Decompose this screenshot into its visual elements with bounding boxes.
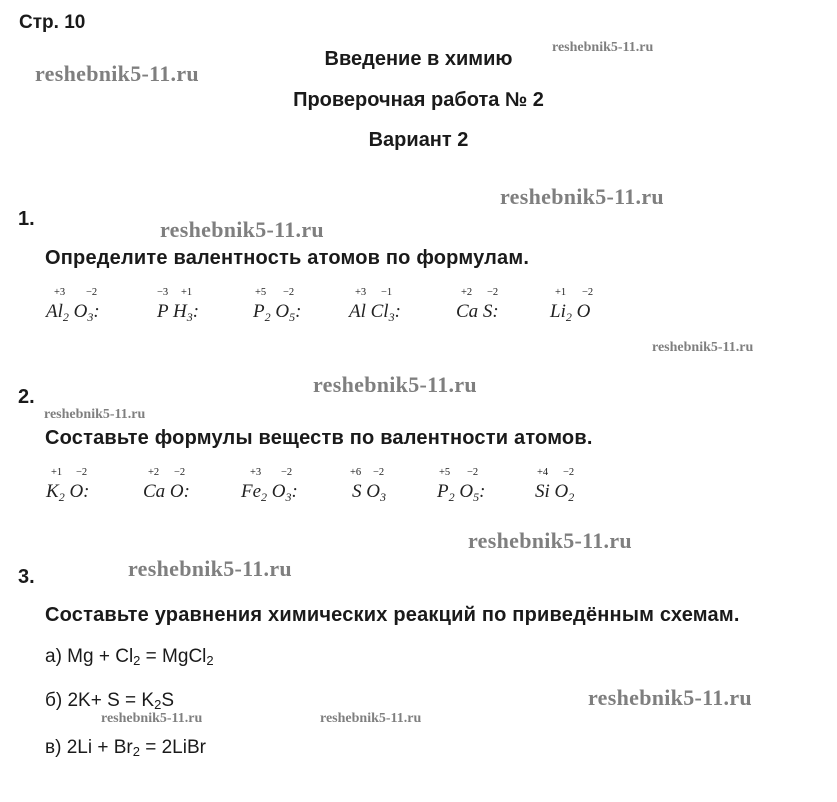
test-title: Проверочная работа № 2 (293, 89, 544, 111)
task-1-formula: +5 −2 $P_2$ $O_5$: (253, 287, 302, 324)
task-1-formula: +1 −2 $Li_2$ O (550, 287, 594, 324)
oxidation-state: −2 (283, 287, 295, 298)
task-3-number: 3. (18, 566, 35, 588)
watermark: reshebnik5-11.ru (320, 711, 422, 726)
watermark: reshebnik5-11.ru (588, 685, 752, 710)
task-1-question: Определите валентность атомов по формулам. (45, 247, 530, 269)
oxidation-state: +2 (148, 467, 160, 478)
watermark: reshebnik5-11.ru (44, 407, 146, 422)
watermark: reshebnik5-11.ru (500, 184, 664, 209)
task-2-formula: +2 −2 Ca O: (143, 467, 190, 502)
watermark: reshebnik5-11.ru (468, 528, 632, 553)
oxidation-state: +5 (255, 287, 267, 298)
task-1-formula: −3 +1 P $H_3$: (157, 287, 200, 324)
task-2-formula: +5 −2 $P_2$ $O_5$: (437, 467, 486, 504)
oxidation-state: +5 (439, 467, 451, 478)
task-2-formula: +1 −2 $K_2$ O: (46, 467, 90, 504)
oxidation-state: +1 (555, 287, 567, 298)
oxidation-state: −3 (157, 287, 169, 298)
oxidation-state: +4 (537, 467, 549, 478)
oxidation-state: −1 (381, 287, 393, 298)
oxidation-state: −2 (487, 287, 499, 298)
task-1-formula: +3 −1 Al $Cl_3$: (349, 287, 401, 324)
oxidation-state: −2 (281, 467, 293, 478)
watermark: reshebnik5-11.ru (313, 372, 477, 397)
task-2-number: 2. (18, 386, 35, 408)
page-label: Стр. 10 (19, 12, 86, 33)
equation-c: в) $2Li + Br_2$ = 2LiBr (45, 737, 206, 759)
oxidation-state: +1 (51, 467, 63, 478)
task-2-question: Составьте формулы веществ по валентности атомов. (45, 427, 593, 449)
oxidation-state: −2 (563, 467, 575, 478)
watermark: reshebnik5-11.ru (552, 40, 654, 55)
variant-title: Вариант 2 (368, 129, 469, 151)
oxidation-state: +6 (350, 467, 362, 478)
oxidation-state: −2 (582, 287, 594, 298)
task-3-question: Составьте уравнения химических реакций по приведённым схемам. (45, 604, 740, 626)
equation-b: б) $2K+ S = K_2S$ (45, 690, 175, 712)
task-2-formula: +4 −2 Si $O_2$ (535, 467, 575, 504)
oxidation-state: −2 (174, 467, 186, 478)
oxidation-state: +3 (54, 287, 66, 298)
oxidation-state: −2 (373, 467, 385, 478)
oxidation-state: +1 (181, 287, 193, 298)
task-2-formula: +3 −2 $Fe_2$ $O_3$: (241, 467, 298, 504)
oxidation-state: −2 (467, 467, 479, 478)
watermark: reshebnik5-11.ru (160, 217, 324, 242)
watermark: reshebnik5-11.ru (128, 556, 292, 581)
equation-a: а) $Mg + Cl_2$ = MgCl$_2$ (45, 646, 214, 668)
task-2-formula: +6 −2 S $O_3$ (350, 467, 386, 504)
watermark: reshebnik5-11.ru (35, 61, 199, 86)
watermark: reshebnik5-11.ru (101, 711, 203, 726)
task-1-number: 1. (18, 208, 35, 230)
task-1-formula: +3 −2 $Al_2$ $O_3$: (46, 287, 100, 324)
watermark: reshebnik5-11.ru (652, 340, 754, 355)
oxidation-state: +3 (250, 467, 262, 478)
oxidation-state: −2 (76, 467, 88, 478)
chapter-title: Введение в химию (324, 48, 513, 70)
oxidation-state: −2 (86, 287, 98, 298)
oxidation-state: +3 (355, 287, 367, 298)
oxidation-state: +2 (461, 287, 473, 298)
task-1-formula: +2 −2 Ca S: (456, 287, 499, 322)
